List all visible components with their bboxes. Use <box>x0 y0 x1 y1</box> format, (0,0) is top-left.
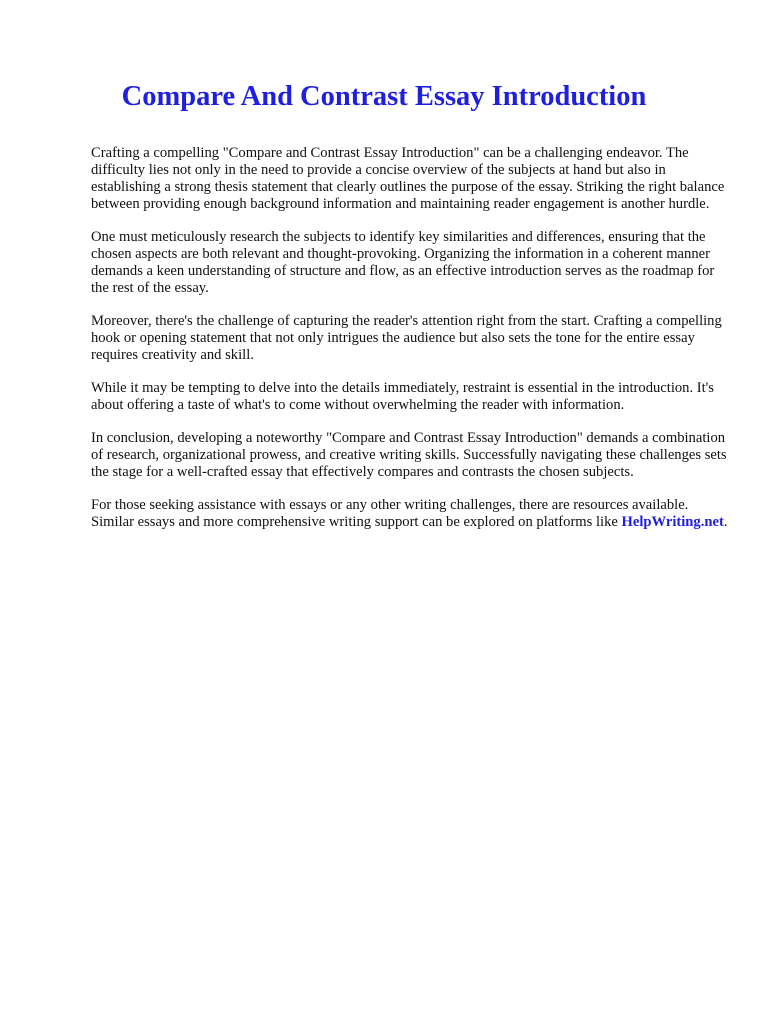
paragraph-2: One must meticulously research the subjects to identify key similarities and differences, ensuring that the chosen aspects are both relevant and thought-provoking. Organizing the information in a coherent manner demands a keen understanding of structure and flow, as an effective introduction serves as the roadmap for the rest of the essay. <box>91 229 715 296</box>
helpwriting-link[interactable]: HelpWriting.net <box>621 514 724 530</box>
document-body <box>91 145 731 547</box>
closing-period: . <box>723 514 728 530</box>
paragraph-5: In conclusion, developing a noteworthy "Compare and Contrast Essay Introduction" demands a combination of research, organizational prowess, and creative writing skills. Successfully navigating these challenges sets the stage for a well-crafted essay that effectively compares and contrasts the chosen subjects. <box>91 430 727 480</box>
paragraph-4: While it may be tempting to delve into the details immediately, restraint is essential in the introduction. It's about offering a taste of what's to come without overwhelming the reader with information. <box>91 380 714 413</box>
paragraph-1: Crafting a compelling "Compare and Contrast Essay Introduction" can be a challenging endeavor. The difficulty lies not only in the need to provide a concise overview of the subjects at hand but also in establishing a strong thesis statement that clearly outlines the purpose of the essay. Striking the right balance between providing enough background information and maintaining reader engagement is another hurdle. <box>91 145 725 212</box>
paragraph-3: Moreover, there's the challenge of capturing the reader's attention right from the start. Crafting a compelling hook or opening statement that not only intrigues the audience but also sets the tone for the entire essay requires creativity and skill. <box>91 313 722 363</box>
page-title: Compare And Contrast Essay Introduction <box>121 81 647 112</box>
closing-text: For those seeking assistance with essays or any other writing challenges, there are resources available. Similar essays and more comprehensive writing support can be explored on platforms like <box>91 497 689 530</box>
closing-paragraph <box>91 497 731 531</box>
